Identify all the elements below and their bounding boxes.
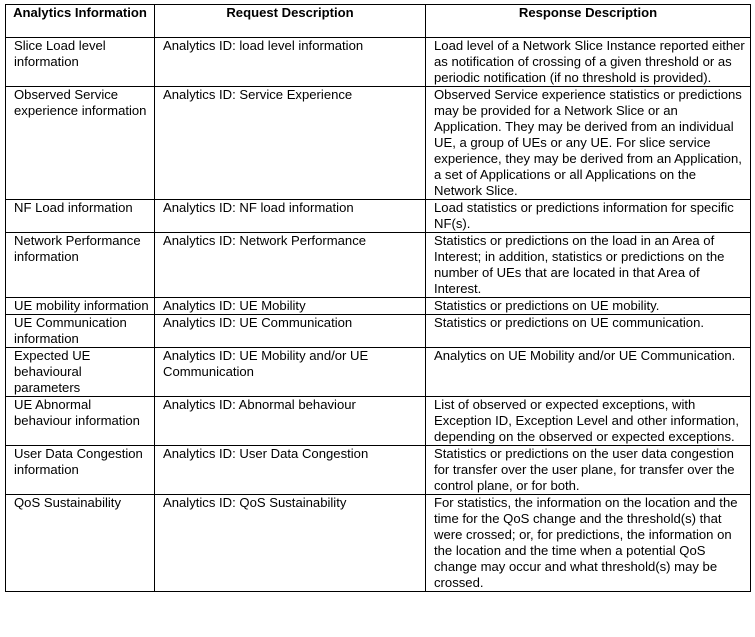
cell-request-description: Analytics ID: QoS Sustainability [155, 495, 426, 592]
table-row [6, 397, 751, 446]
cell-analytics-information: UE Communication information [6, 315, 155, 348]
cell-response-description: Statistics or predictions on the load in an Area of Interest; in addition, statistics or predictions on the number of UEs that are located in that Area of Interest. [426, 233, 751, 298]
header-analytics-information: Analytics Information [6, 5, 155, 38]
cell-request-description: Analytics ID: Network Performance [155, 233, 426, 298]
cell-analytics-information: UE mobility information [6, 298, 155, 315]
cell-analytics-information: Observed Service experience information [6, 87, 155, 200]
table-row [6, 38, 751, 87]
table-row [6, 315, 751, 348]
cell-analytics-information: Slice Load level information [6, 38, 155, 87]
cell-analytics-information: UE Abnormal behaviour information [6, 397, 155, 446]
table-header-row [6, 5, 751, 38]
cell-response-description: Analytics on UE Mobility and/or UE Communication. [426, 348, 751, 397]
cell-analytics-information: NF Load information [6, 200, 155, 233]
analytics-table [5, 4, 751, 592]
header-request-description: Request Description [155, 5, 426, 38]
cell-request-description: Analytics ID: User Data Congestion [155, 446, 426, 495]
table-row [6, 233, 751, 298]
cell-request-description: Analytics ID: Abnormal behaviour [155, 397, 426, 446]
cell-response-description: For statistics, the information on the location and the time for the QoS change and the threshold(s) that were crossed; or, for predictions, the information on the location and the time when a potential QoS change may occur and what threshold(s) may be crossed. [426, 495, 751, 592]
table-row [6, 298, 751, 315]
cell-analytics-information: QoS Sustainability [6, 495, 155, 592]
table-row [6, 200, 751, 233]
table-row [6, 495, 751, 592]
table-row [6, 87, 751, 200]
cell-request-description: Analytics ID: UE Mobility [155, 298, 426, 315]
table-row [6, 348, 751, 397]
cell-request-description: Analytics ID: load level information [155, 38, 426, 87]
cell-response-description: Statistics or predictions on UE communication. [426, 315, 751, 348]
table-row [6, 446, 751, 495]
cell-request-description: Analytics ID: UE Communication [155, 315, 426, 348]
cell-response-description: Statistics or predictions on the user data congestion for transfer over the user plane, for transfer over the control plane, or for both. [426, 446, 751, 495]
cell-response-description: Load level of a Network Slice Instance reported either as notification of crossing of a given threshold or as periodic notification (if no threshold is provided). [426, 38, 751, 87]
cell-response-description: Statistics or predictions on UE mobility. [426, 298, 751, 315]
header-response-description: Response Description [426, 5, 751, 38]
cell-request-description: Analytics ID: Service Experience [155, 87, 426, 200]
cell-response-description: Observed Service experience statistics or predictions may be provided for a Network Slice or an Application. They may be derived from an individual UE, a group of UEs or any UE. For slice service experience, they may be derived from an Application, a set of Applications or all Applications on the Network Slice. [426, 87, 751, 200]
cell-response-description: List of observed or expected exceptions, with Exception ID, Exception Level and other information, depending on the observed or expected exceptions. [426, 397, 751, 446]
cell-analytics-information: Expected UE behavioural parameters [6, 348, 155, 397]
cell-request-description: Analytics ID: UE Mobility and/or UE Communication [155, 348, 426, 397]
cell-analytics-information: User Data Congestion information [6, 446, 155, 495]
cell-request-description: Analytics ID: NF load information [155, 200, 426, 233]
cell-analytics-information: Network Performance information [6, 233, 155, 298]
cell-response-description: Load statistics or predictions information for specific NF(s). [426, 200, 751, 233]
